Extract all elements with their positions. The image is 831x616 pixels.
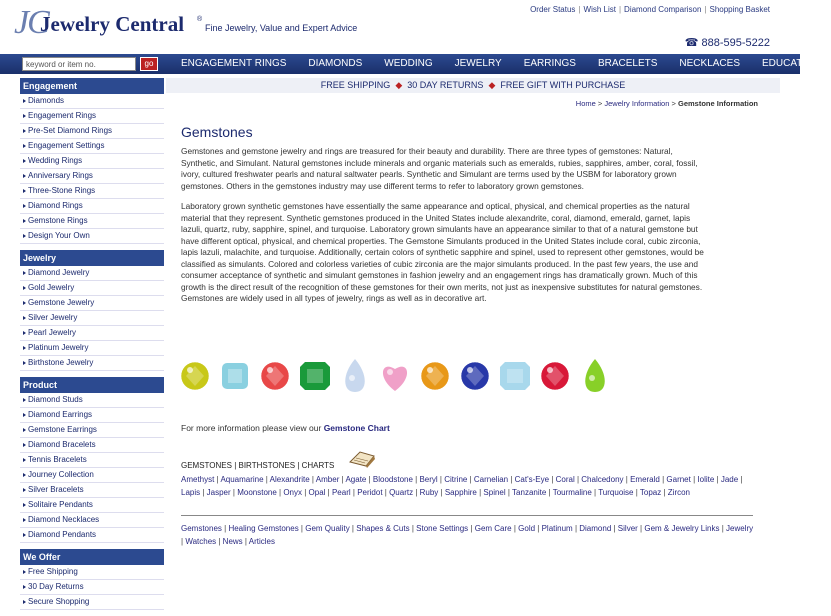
- gemstone-link[interactable]: Quartz: [389, 487, 414, 497]
- gemstone-link[interactable]: Citrine: [444, 475, 468, 484]
- sidebar-item[interactable]: Solitaire Pendants: [20, 498, 164, 513]
- main-content: [181, 124, 706, 314]
- sidebar-item[interactable]: Silver Bracelets: [20, 483, 164, 498]
- footer-link[interactable]: Platinum: [541, 524, 573, 533]
- top-links: [530, 5, 770, 14]
- top-link[interactable]: Wish List: [583, 5, 616, 14]
- breadcrumb: [576, 99, 758, 108]
- gemstone-link[interactable]: Sapphire: [444, 487, 477, 497]
- sidebar: [20, 78, 164, 616]
- logo-text[interactable]: Jewelry Central: [40, 12, 185, 36]
- chart-line-text: For more information please view our: [181, 423, 322, 433]
- gemstone-link[interactable]: Carnelian: [473, 475, 509, 484]
- footer-link[interactable]: Silver: [617, 524, 638, 533]
- sidebar-item[interactable]: Journey Collection: [20, 468, 164, 483]
- book-icon: [348, 448, 378, 468]
- sidebar-item[interactable]: Gold Jewelry: [20, 281, 164, 296]
- sidebar-item[interactable]: Secure Shopping: [20, 595, 164, 610]
- nav-item[interactable]: BRACELETS: [597, 58, 658, 69]
- gemstone-image: [383, 367, 407, 391]
- search-go-button[interactable]: go: [140, 57, 158, 71]
- sidebar-heading: Jewelry: [20, 250, 164, 266]
- sidebar-item[interactable]: Engagement Rings: [20, 109, 164, 124]
- footer-link[interactable]: Watches: [185, 536, 217, 546]
- sidebar-item[interactable]: Tennis Bracelets: [20, 453, 164, 468]
- nav-menu: [170, 54, 831, 74]
- gemstone-image: [500, 362, 530, 390]
- gemstone-link[interactable]: Ruby: [419, 487, 439, 497]
- sidebar-item[interactable]: Pre-Set Diamond Rings: [20, 124, 164, 139]
- footer-link[interactable]: Gemstones: [181, 524, 222, 533]
- gemstone-link[interactable]: Amber: [315, 475, 340, 484]
- sidebar-item[interactable]: Birthstone Jewelry: [20, 356, 164, 371]
- gemstone-image: [181, 362, 209, 390]
- nav-item[interactable]: NECKLACES: [679, 58, 740, 69]
- phone-number: [685, 36, 770, 49]
- divider: [181, 515, 753, 516]
- gemstone-link[interactable]: Coral: [555, 475, 575, 484]
- sidebar-item[interactable]: Design Your Own: [20, 229, 164, 244]
- gemstone-image: [461, 362, 489, 390]
- sidebar-item[interactable]: Diamond Studs: [20, 393, 164, 408]
- top-link-sep: |: [618, 5, 622, 14]
- footer-link[interactable]: Gem Quality: [305, 524, 350, 533]
- sidebar-item[interactable]: Three-Stone Rings: [20, 184, 164, 199]
- search-input[interactable]: [22, 57, 136, 71]
- chart-line: [181, 423, 390, 433]
- page-title: Gemstones: [181, 124, 253, 140]
- gemstone-link[interactable]: Beryl: [419, 475, 438, 484]
- sidebar-item[interactable]: Anniversary Rings: [20, 169, 164, 184]
- sidebar-item[interactable]: Pearl Jewelry: [20, 326, 164, 341]
- footer-link[interactable]: Stone Settings: [416, 524, 469, 533]
- gem-tabs[interactable]: GEMSTONES | BIRTHSTONES | CHARTS: [181, 461, 335, 470]
- top-link[interactable]: Order Status: [530, 5, 576, 14]
- gemstone-link[interactable]: Pearl: [331, 487, 351, 497]
- gemstone-link[interactable]: Jade: [720, 475, 739, 484]
- sidebar-group: [20, 78, 164, 244]
- breadcrumb-sep: >: [671, 99, 676, 108]
- gemstone-link[interactable]: Moonstone: [237, 487, 277, 497]
- gemstone-image: [222, 363, 248, 389]
- footer-link[interactable]: News: [222, 536, 243, 546]
- footer-link[interactable]: Healing Gemstones: [228, 524, 299, 533]
- gemstone-link[interactable]: Turquoise: [598, 487, 634, 497]
- gemstone-image: [541, 362, 569, 390]
- sidebar-group: [20, 549, 164, 610]
- promo-bar: [166, 78, 780, 93]
- tagline: Fine Jewelry, Value and Expert Advice: [205, 23, 358, 33]
- top-link[interactable]: Shopping Basket: [709, 5, 770, 14]
- gemstone-chart-link[interactable]: Gemstone Chart: [323, 423, 390, 433]
- gemstone-link[interactable]: Spinel: [483, 487, 506, 497]
- sidebar-item[interactable]: Silver Jewelry: [20, 311, 164, 326]
- footer-link[interactable]: Gem Care: [474, 524, 512, 533]
- top-link[interactable]: Diamond Comparison: [624, 5, 702, 14]
- sidebar-item[interactable]: Diamond Rings: [20, 199, 164, 214]
- sidebar-heading: We Offer: [20, 549, 164, 565]
- sidebar-heading: Product: [20, 377, 164, 393]
- sidebar-item[interactable]: Diamond Bracelets: [20, 438, 164, 453]
- breadcrumb-parent[interactable]: Jewelry Information: [604, 99, 670, 108]
- gemstone-link[interactable]: Chalcedony: [581, 475, 624, 484]
- sidebar-item[interactable]: Wedding Rings: [20, 154, 164, 169]
- sidebar-item[interactable]: Gemstone Earrings: [20, 423, 164, 438]
- nav-item[interactable]: ENGAGEMENT RINGS: [181, 58, 287, 69]
- sidebar-item[interactable]: Free Shipping: [20, 565, 164, 580]
- promo-item: 30 DAY RETURNS: [407, 80, 484, 90]
- gemstone-link[interactable]: Cat's-Eye: [514, 475, 550, 484]
- sidebar-item[interactable]: Diamonds: [20, 94, 164, 109]
- footer-link[interactable]: Diamond: [579, 524, 612, 533]
- synthetic-paragraph: Laboratory grown synthetic gemstones have essentially the same appearance and optical, physical, and chemical properties as the natural material that they represent. Synthetic gemstones produced in the United States include alexandrite, coral, diamond, emerald, garnet, lapis lazuli, quartz, ruby, sapphire, spinel, and turquoise. Laboratory grown simulants have an appearance similar to that of a natural gemstone but have different optical, physical, and chemical properties. The Gemstone Simulants produced in the United States include coral, cubic zirconia, lapis lazuli, malachite, and turquoise. Additionally, certain colors of synthetic sapphire and spinel, used to represent other gemstones, would be classified as simulants. Colored and colorless varieties of cubic zirconia are the major simulants produced. In the past few years, the use and consumer acceptance of synthetic and simulant gemstones in fashion jewelry and an engagement rings has dramatically grown. Much of this growth is the direct result of the recognition of these gemstones for their own merits, not just as inexpensive substitutes for natural gemstones. Gemstones are widely used in all types of jewelry, rings as well as in decorative art.: [181, 201, 704, 303]
- nav-item[interactable]: DIAMONDS: [308, 58, 363, 69]
- sidebar-item[interactable]: Gemstone Jewelry: [20, 296, 164, 311]
- gemstone-link[interactable]: Emerald: [630, 475, 660, 484]
- nav-item[interactable]: WEDDING: [384, 58, 433, 69]
- gemstone-link[interactable]: Bloodstone: [372, 475, 413, 484]
- nav-item[interactable]: EARRINGS: [523, 58, 576, 69]
- gemstone-row: [181, 356, 621, 396]
- gemstone-image: [345, 359, 365, 392]
- sidebar-item[interactable]: Engagement Settings: [20, 139, 164, 154]
- site-header: [0, 0, 800, 52]
- top-link-sep: |: [578, 5, 581, 14]
- sidebar-item[interactable]: 30 Day Returns: [20, 580, 164, 595]
- sidebar-item[interactable]: Platinum Jewelry: [20, 341, 164, 356]
- breadcrumb-sep: >: [597, 99, 603, 108]
- phone-icon: ☎: [684, 37, 699, 49]
- gemstone-link[interactable]: Lapis: [181, 487, 201, 497]
- gemstone-link[interactable]: Onyx: [283, 487, 302, 497]
- gemstone-link[interactable]: Tourmaline: [552, 487, 592, 497]
- sidebar-item[interactable]: Diamond Earrings: [20, 408, 164, 423]
- sidebar-item[interactable]: Diamond Necklaces: [20, 513, 164, 528]
- gemstone-link[interactable]: Peridot: [357, 487, 383, 497]
- phone-text: 888-595-5222: [701, 37, 770, 49]
- logo-mark[interactable]: JC: [14, 4, 48, 41]
- sidebar-heading: Engagement: [20, 78, 164, 94]
- gemstone-image: [300, 362, 330, 390]
- bottom-links: Gemstones | Healing Gemstones | Gem Quality | Shapes & Cuts | Stone Settings | Gem Care | Gold | Platinum | Diamond | Silver | Gem & Jewelry Links | Jewelry | Watches | News | Articles: [181, 524, 754, 546]
- sidebar-group: [20, 250, 164, 371]
- gemstone-link[interactable]: Iolite: [697, 475, 715, 484]
- gemstone-links: Amethyst | Aquamarine | Alexandrite | Amber | Agate | Bloodstone | Beryl | Citrine | Carnelian | Cat's-Eye | Coral | Chalcedony | Emerald | Garnet | Iolite | Jade | Lapis | Jasper | Moonstone | Onyx | Opal | Pearl | Peridot | Quartz | Ruby | Sapphire | Spinel | Tanzanite | Tourmaline | Turquoise | Topaz | Zircon: [181, 475, 743, 497]
- breadcrumb-current: Gemstone Information: [677, 99, 758, 108]
- promo-item: FREE SHIPPING: [320, 80, 391, 90]
- gemstone-link[interactable]: Aquamarine: [220, 475, 264, 484]
- sidebar-group: [20, 377, 164, 543]
- footer-link[interactable]: Articles: [248, 536, 276, 546]
- promo-item: FREE GIFT WITH PURCHASE: [500, 80, 626, 90]
- gemstone-image: [585, 359, 605, 392]
- breadcrumb-home[interactable]: Home: [575, 99, 596, 108]
- intro-paragraph: Gemstones and gemstone jewelry and rings are treasured for their beauty and durability. There are three types of gemstones: Natural, Synthetic, and Simulant. Natural gemstones include minerals and organic materials such as emeralds, rubies, sapphires, amber, coral, fossil, ivory, cultured freshwater pearls and natural saltwater pearls. Synthetic and Simulant are terms used by the USBM for laboratory grown gemstones. Others in the gemstones industry may use different terms to refer to laboratory grown gemstones.: [181, 146, 698, 191]
- footer-link[interactable]: Jewelry: [726, 524, 754, 533]
- footer-link[interactable]: Gold: [518, 524, 536, 533]
- sidebar-item[interactable]: Gemstone Rings: [20, 214, 164, 229]
- nav-item[interactable]: JEWELRY: [454, 58, 502, 69]
- gemstone-link[interactable]: Topaz: [639, 487, 662, 497]
- main-nav-bar: [0, 54, 821, 74]
- footer-link[interactable]: Gem & Jewelry Links: [644, 524, 720, 533]
- gemstone-link[interactable]: Garnet: [666, 475, 691, 484]
- promo-bullet-icon: ◆: [488, 80, 496, 90]
- sidebar-item[interactable]: Diamond Jewelry: [20, 266, 164, 281]
- gemstone-link[interactable]: Alexandrite: [269, 475, 310, 484]
- gemstone-image: [421, 362, 449, 390]
- logo-registered-mark: ®: [197, 16, 203, 23]
- gemstone-link[interactable]: Opal: [308, 487, 326, 497]
- gemstone-link[interactable]: Tanzanite: [512, 487, 547, 497]
- promo-bullet-icon: ◆: [395, 80, 403, 90]
- gemstone-link[interactable]: Agate: [345, 475, 367, 484]
- gemstone-image: [261, 362, 289, 390]
- top-link-sep: |: [704, 5, 707, 14]
- sidebar-item[interactable]: Diamond Pendants: [20, 528, 164, 543]
- nav-item[interactable]: EDUCATION: [761, 58, 821, 69]
- gemstone-link[interactable]: Amethyst: [181, 475, 215, 484]
- footer-link[interactable]: Shapes & Cuts: [356, 524, 410, 533]
- gemstone-link[interactable]: Jasper: [206, 487, 231, 497]
- gemstone-link[interactable]: Zircon: [667, 487, 691, 497]
